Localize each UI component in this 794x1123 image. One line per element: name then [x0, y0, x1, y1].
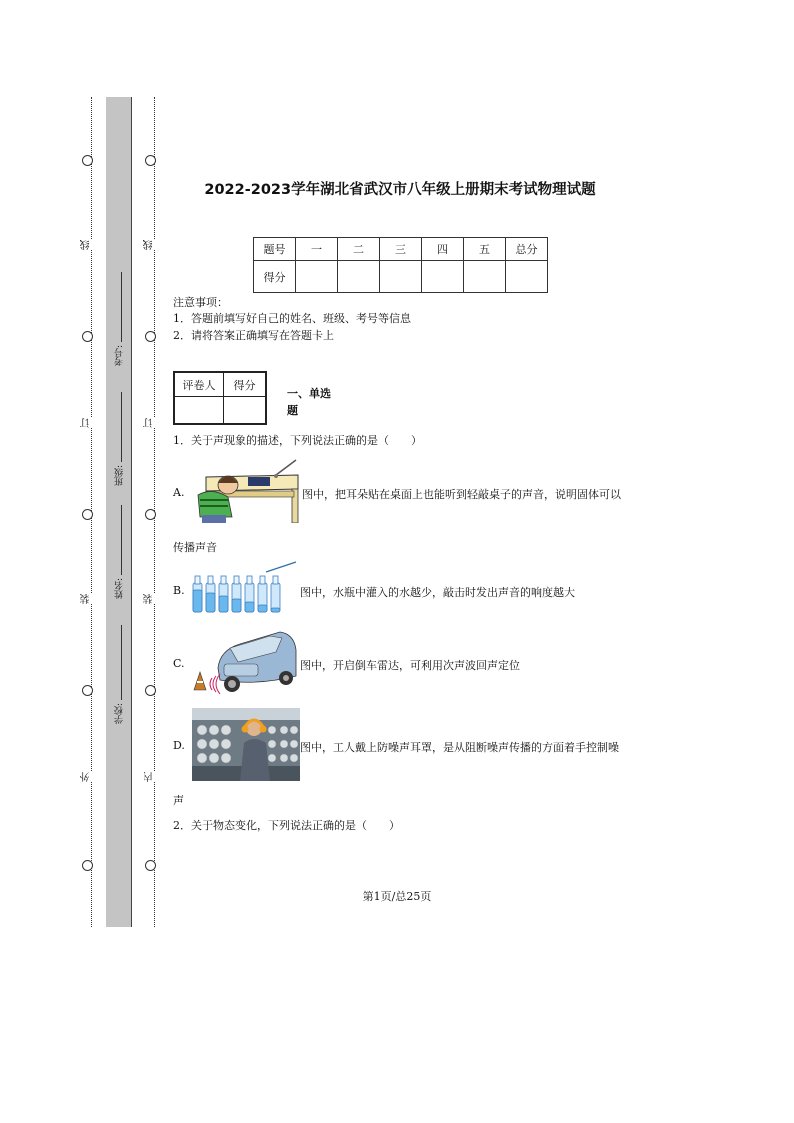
class-label: 班级:	[115, 465, 125, 487]
grader-score-cell[interactable]	[224, 397, 267, 425]
option-label: C.	[173, 657, 185, 670]
score-header-cell: 题号	[254, 238, 296, 261]
margin-char-inner: 订	[144, 418, 155, 428]
exam-number-line	[121, 272, 122, 342]
section-title: 一、单选	[287, 387, 331, 400]
option-label: A.	[173, 486, 185, 499]
option-text-cont: 声	[173, 794, 184, 807]
option-text: 图中，开启倒车雷达，可利用次声波回声定位	[300, 659, 520, 672]
binding-hole	[145, 509, 156, 520]
name-line	[121, 505, 122, 575]
margin-char-inner: 装	[144, 594, 155, 604]
margin-char-outer: 线	[81, 240, 92, 250]
section-title-cont: 题	[287, 404, 298, 417]
score-header-cell: 总分	[506, 238, 548, 261]
option-label: D.	[173, 739, 185, 752]
page-number: 第1页/总25页	[362, 890, 432, 903]
band-right-edge	[131, 97, 132, 927]
grader-signature-cell[interactable]	[174, 397, 224, 425]
score-header-cell: 五	[464, 238, 506, 261]
notes-heading: 注意事项：	[173, 296, 228, 309]
grader-box	[173, 371, 267, 425]
margin-char-inner: 内	[144, 772, 155, 782]
school-line	[121, 625, 122, 700]
score-table	[253, 237, 548, 293]
score-header-cell: 一	[296, 238, 338, 261]
grader-score-header: 得分	[224, 372, 267, 397]
score-cell[interactable]	[464, 261, 506, 293]
factory-worker-earmuffs-picture	[192, 708, 300, 781]
binding-hole	[82, 509, 93, 520]
option-text: 图中，工人戴上防噪声耳罩，是从阻断噪声传播的方面着手控制噪	[300, 741, 619, 754]
margin-char-outer: 装	[81, 594, 92, 604]
binding-hole	[145, 860, 156, 871]
score-row-label: 得分	[254, 261, 296, 293]
binding-hole	[145, 331, 156, 342]
exam-title: 2022-2023学年湖北省武汉市八年级上册期末考试物理试题	[204, 182, 596, 198]
score-header-cell: 三	[380, 238, 422, 261]
question-stem: 1．关于声现象的描述，下列说法正确的是（ ）	[173, 434, 422, 447]
score-cell[interactable]	[380, 261, 422, 293]
boy-ear-on-desk-picture	[188, 455, 300, 523]
binding-hole	[82, 331, 93, 342]
margin-char-inner: 线	[144, 240, 155, 250]
margin-char-outer: 订	[81, 418, 92, 428]
notes-item: 1．答题前填写好自己的姓名、班级、考号等信息	[173, 312, 411, 325]
margin-char-outer: 外	[81, 772, 92, 782]
binding-hole	[145, 155, 156, 166]
gray-binding-band	[106, 97, 131, 927]
option-text: 图中，水瓶中灌入的水越少，敲击时发出声音的响度越大	[300, 586, 575, 599]
score-cell[interactable]	[296, 261, 338, 293]
binding-hole	[145, 685, 156, 696]
name-label: 姓名:	[115, 578, 125, 600]
option-text-cont: 传播声音	[173, 541, 217, 554]
option-text: 图中，把耳朵贴在桌面上也能听到轻敲桌子的声音，说明固体可以	[302, 488, 621, 501]
option-label: B.	[173, 584, 185, 597]
score-header-cell: 四	[422, 238, 464, 261]
score-cell[interactable]	[422, 261, 464, 293]
score-header-cell: 二	[338, 238, 380, 261]
class-line	[121, 392, 122, 462]
notes-item: 2．请将答案正确填写在答题卡上	[173, 329, 334, 342]
score-cell[interactable]	[338, 261, 380, 293]
score-cell[interactable]	[506, 261, 548, 293]
car-reversing-radar-picture	[190, 628, 298, 696]
school-label: 学校:	[115, 703, 125, 725]
exam-number-label: 考号:	[115, 345, 125, 367]
binding-hole	[82, 685, 93, 696]
grader-header: 评卷人	[174, 372, 224, 397]
question-stem: 2．关于物态变化，下列说法正确的是（ ）	[173, 819, 400, 832]
binding-hole	[82, 155, 93, 166]
water-bottles-picture	[190, 560, 300, 615]
binding-hole	[82, 860, 93, 871]
